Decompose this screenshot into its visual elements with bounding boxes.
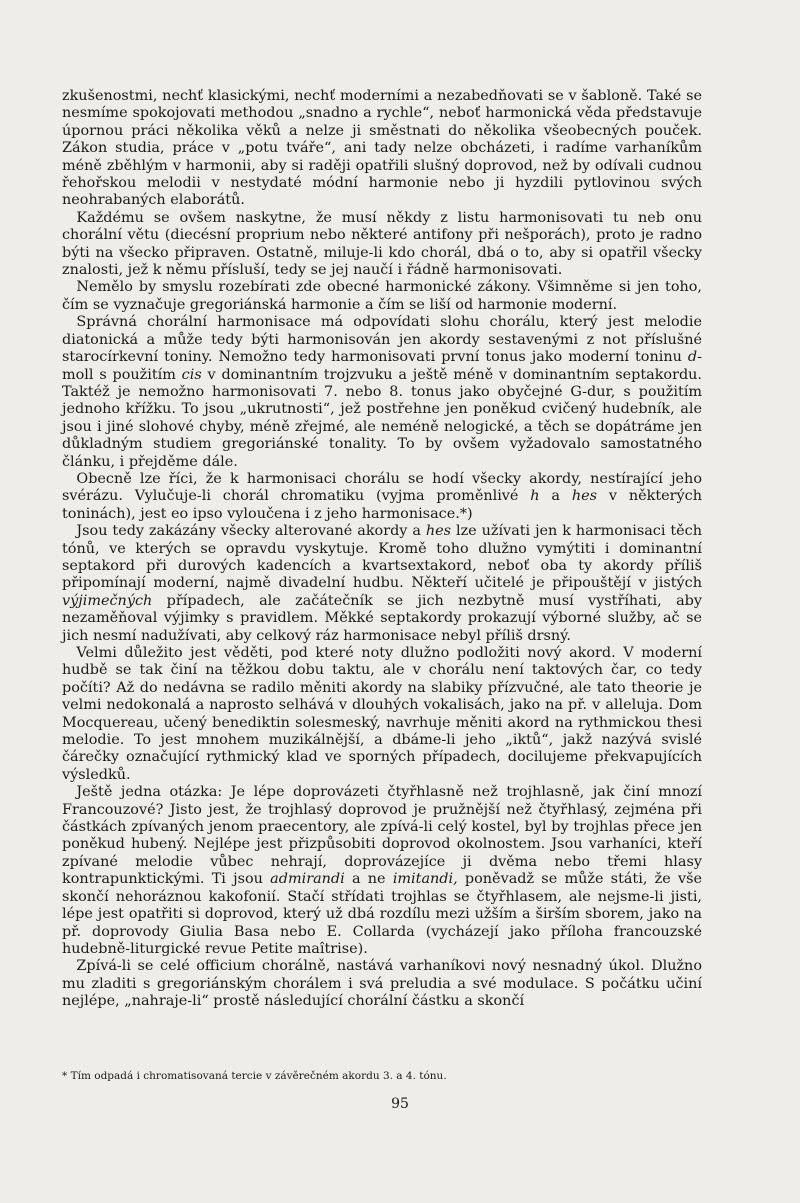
text-run: lze užívati jen k harmonisaci těch tónů, ve kterých se opravdu vyskytuje. Kromě toho dlužno vymýtiti i dominantní septakord při durových kadencích a kvartsextakord, neboť oba ty akordy příliš připomínají moderní, najmě divadelní hudbu. Někteří učitelé je připouštějí v jistých [62,523,702,592]
text-run: Nemělo by smyslu rozebírati zde obecné harmonické zákony. Všimněme si jen toho, čím se vyznačuje gregoriánská harmonie a čím se liší od harmonie moderní. [62,279,702,313]
italic-run: cis [181,366,202,383]
body-text [62,88,702,1011]
paragraph [62,88,702,210]
footnote: * Tím odpadá i chromatisovaná tercie v závěrečném akordu 3. a 4. tónu. [62,1070,447,1082]
text-run: Velmi důležito jest věděti, pod které noty dlužno podložiti nový akord. V moderní hudbě se tak činí na těžkou dobu taktu, ale v chorálu není taktových čar, co tedy počíti? Až do nedávna se radilo měniti akordy na slabiky přízvučné, ale tato theorie je velmi nedokonalá a naprosto selhává v dlouhých vokalisách, jako na př. v alleluja. Dom Mocquereau, učený benediktin solesmeský, navrhuje měniti akord na rythmickou thesi melodie. To jest mnohem muzikálnější, a dbáme-li jeho „iktů“, jakž nazývá svislé čárečky označující rythmický klad ve sporných případech, docilujeme překvapujících výsledků. [62,645,702,783]
text-run: poněvadž se může státi, že vše skončí nehoráznou kakofonií. Stačí střídati trojhlas se čtyřhlasem, ale nejsme-li jisti, lépe jest opatřiti si doprovod, který už dbá rozdílu mezi užším a širším sborem, jako na př. doprovody Giulia Basa nebo E. Collarda (vycházejí jako příloha francouzské hudebně-liturgické revue Petite maîtrise). [62,871,702,957]
italic-run: imitandi, [392,871,458,888]
italic-run: hes [425,523,452,540]
italic-run: h [530,488,540,505]
paragraph [62,645,702,784]
text-run: v dominantním trojzvuku a ještě méně v dominantním septakordu. Taktéž je nemožno harmonisovati 7. nebo 8. tonus jako obyčejné G-dur, s použitím jednoho křížku. To jsou „ukrutnosti“, jež postřehne jen poněkud cvičený hudebník, ale jsou i jiné slohové chyby, méně zřejmé, ale neméně nelogické, a těch se dopátráme jen důkladným studiem gregoriánské tonality. To by ovšem vyžadovalo samostatného článku, i přejděme dále. [62,366,703,470]
paragraph [62,784,702,958]
paragraph [62,279,702,314]
text-run: Zpívá-li se celé officium chorálně, nastává varhaníkovi nový nesnadný úkol. Dlužno mu zladiti s gregoriánským chorálem i svá preludia a své modulace. S počátku učiní nejlépe, „nahraje-li“ prostě následující chorální částku a skončí [62,958,702,1010]
italic-run: admirandi [270,871,345,888]
text-run: a ne [344,871,393,888]
paragraph [62,314,702,471]
page-number: 95 [391,1096,409,1112]
paragraph [62,210,702,280]
italic-run: d [687,349,698,366]
text-run: případech, ale začátečník se jich nezbytně musí vystříhati, aby nezaměňoval výjimky s pravidlem. Měkké septakordy prokazují výborné služby, ač se jich nesmí nadužívati, aby celkový ráz harmonisace nebyl příliš drsný. [62,592,702,644]
text-run: Ještě jedna otázka: Je lépe doprovázeti čtyřhlasně než trojhlasně, jak činí mnozí Francouzové? Jisto jest, že trojhlasý doprovod je pružnější než čtyřhlasý, zejména při částkách zpívaných jenom praecentory, ale zpívá-li celý kostel, byl by trojhlas přece jen poněkud hubený. Nejlépe jest přizpůsobiti doprovod okolnostem. Jsou varhaníci, kteří zpívané melodie vůbec nehrají, doprovázejíce ji dvěma nebo třemi hlasy kontrapunktickými. Ti jsou [62,784,702,888]
text-run: zkušenostmi, nechť klasickými, nechť moderními a nezabedňovati se v šabloně. Také se nesmíme spokojovati methodou „snadno a rychle“, neboť harmonická věda představuje úpornou práci několika věků a nelze ji směstnati do několika všeobecných pouček. Zákon studia, práce v „potu tváře“, ani tady nelze obcházeti, i radíme varhaníkům méně zběhlým v harmonii, aby si raději opatřili slušný doprovod, než by odívali cudnou řehořskou melodii v nestydaté módní harmonie nebo ji hyzdili pytlovinou svých neohrabaných elaborátů. [62,88,702,209]
text-run: Obecně lze říci, že k harmonisaci chorálu se hodí všecky akordy, nestírající jeho svérázu. Vylučuje-li chorál chromatiku (vyjma proměnlivé [62,470,702,505]
paragraph [62,471,702,523]
italic-run: výjimečných [62,592,153,609]
text-run: Správná chorální harmonisace má odpovídati slohu chorálu, který jest melodie diatonická a může tedy býti harmonisován jen akordy sestavenými z not příslušné starocírkevní toniny. Nemožno tedy harmonisovati první tonus jako moderní toninu [62,314,702,366]
text-run: Jsou tedy zakázány všecky alterované akordy a [76,523,426,540]
italic-run: hes [571,488,598,505]
text-run: -moll s použitím [62,349,702,383]
paragraph [62,523,702,645]
text-run: v některých toninách), jest eo ipso vyloučena i z jeho harmonisace.*) [62,488,702,522]
paragraph [62,958,702,1010]
text-run: a [539,488,572,505]
text-run: Každému se ovšem naskytne, že musí někdy z listu harmonisovati tu neb onu chorální větu (diecésní proprium nebo některé antifony při nešporách), proto je radno býti na všecko připraven. Ostatně, miluje-li kdo chorál, dbá o to, aby si opatřil všecky znalosti, jež k němu přísluší, tedy se jej naučí i řádně harmonisovati. [62,209,702,279]
